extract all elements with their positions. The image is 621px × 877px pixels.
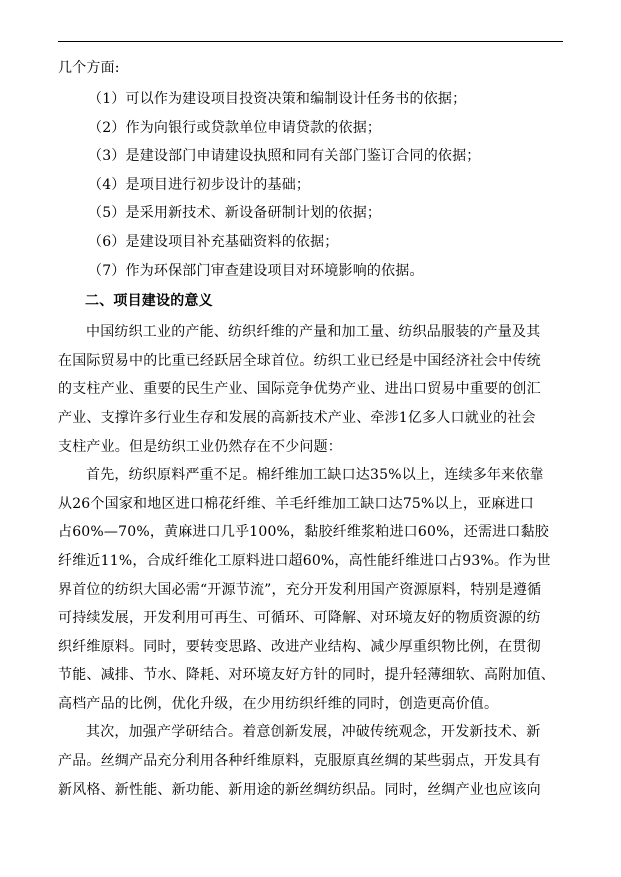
list-item: （1）可以作为建设项目投资决策和编制设计任务书的依据； (88, 91, 467, 107)
paragraph-line: 可持续发展，开发利用可再生、可循环、可降解、对环境友好的物质资源的纺 (58, 610, 541, 627)
section-heading: 二、项目建设的意义 (85, 293, 213, 310)
list-item: （3）是建设部门申请建设执照和同有关部门鉴订合同的依据； (88, 148, 481, 165)
paragraph-line: 在国际贸易中的比重已经跃居全球首位。纺织工业已经是中国经济社会中传统 (58, 352, 541, 369)
list-item: （5）是采用新技术、新设备研制计划的依据； (88, 205, 382, 222)
paragraph-line: 首先，纺织原料严重不足。棉纤维加工缺口达35%以上，连续多年来依靠 (86, 467, 544, 484)
paragraph-line: 占60%—70%，黄麻进口几乎100%，黏胶纤维浆粕进口60%，还需进口黏胶 (58, 524, 549, 541)
paragraph-line: 的支柱产业、重要的民生产业、国际竞争优势产业、进出口贸易中重要的创汇 (58, 381, 541, 398)
paragraph-line: 产品。丝绸产品充分利用各种纤维原料，克服原真丝绸的某些弱点，开发具有 (58, 753, 541, 770)
intro-line: 几个方面: (58, 60, 120, 76)
paragraph-line: 节能、减排、节水、降耗、对环境友好方针的同时，提升轻薄细软、高附加值、 (58, 667, 555, 684)
paragraph-line: 产业、支撑许多行业生存和发展的高新技术产业、牵涉1亿多人口就业的社会 (58, 409, 536, 426)
paragraph-line: 纤维近11%，合成纤维化工原料进口超60%，高性能纤维进口占93%。作为世 (58, 552, 551, 569)
paragraph-line: 新风格、新性能、新功能、新用途的新丝绸纺织品。同时，丝绸产业也应该向 (58, 781, 541, 798)
list-item: （4）是项目进行初步设计的基础； (88, 176, 311, 193)
list-item: （6）是建设项目补充基础资料的依据； (88, 233, 339, 250)
list-item: （7）作为环保部门审查建设项目对环境影响的依据。 (88, 262, 424, 279)
list-item: （2）作为向银行或贷款单位申请贷款的依据； (88, 119, 382, 136)
paragraph (58, 461, 563, 718)
paragraph (58, 318, 563, 461)
paragraph-line: 高档产品的比例，优化升级，在少用纺织纤维的同时，创造更高价值。 (58, 695, 499, 712)
header-rule (58, 41, 563, 42)
paragraph-line: 界首位的纺织大国必需“开源节流”，充分开发利用国产资源原料，特别是遵循 (58, 581, 542, 598)
paragraph-line: 中国纺织工业的产能、纺织纤维的产量和加工量、纺织品服装的产量及其 (86, 324, 541, 341)
paragraph-line: 支柱产业。但是纺织工业仍然存在不少问题： (58, 438, 342, 455)
paragraph-line: 从26个国家和地区进口棉花纤维、羊毛纤维加工缺口达75%以上，亚麻进口 (58, 495, 534, 512)
page-content (58, 52, 563, 804)
paragraph-line: 织纤维原料。同时，要转变思路、改进产业结构、减少厚重织物比例，在贯彻 (58, 638, 541, 655)
paragraph (58, 718, 563, 804)
paragraph-line: 其次，加强产学研结合。着意创新发展，冲破传统观念，开发新技术、新 (86, 724, 541, 741)
